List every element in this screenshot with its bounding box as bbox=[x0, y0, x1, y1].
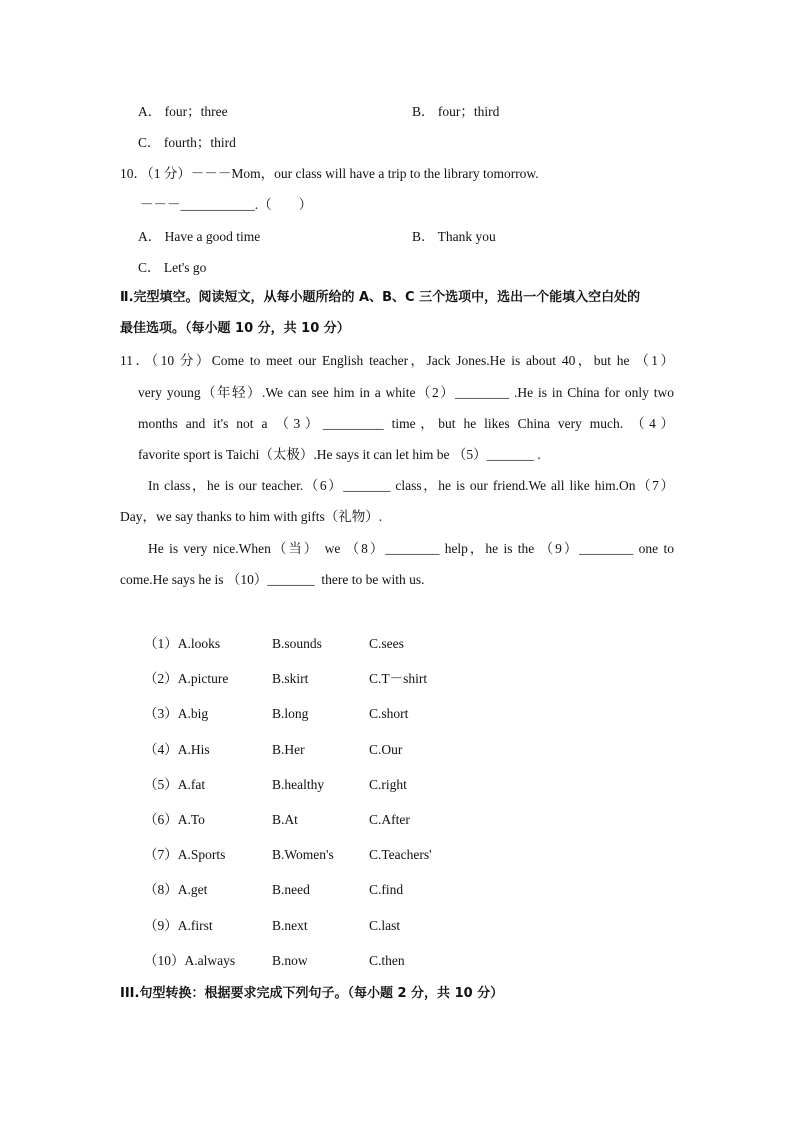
option-c[interactable]: C.T－shirt bbox=[369, 671, 428, 686]
option-c[interactable]: C.last bbox=[369, 918, 401, 933]
q11-passage-line: very young（年轻）.We can see him in a white（2）________ .He is in China for only two bbox=[138, 385, 674, 400]
option-b[interactable]: B.next bbox=[272, 918, 308, 933]
option-c[interactable]: C.Teachers' bbox=[369, 847, 432, 862]
q11-option-row bbox=[0, 775, 794, 795]
q11-option-row bbox=[0, 704, 794, 724]
option-b[interactable]: B.need bbox=[272, 882, 310, 897]
q11-passage-line: come.He says he is （10）_______ there to be with us. bbox=[120, 572, 425, 587]
q11-option-row bbox=[0, 845, 794, 865]
q9-option-b[interactable]: B． four；third bbox=[412, 104, 500, 119]
q11-passage-line: He is very nice.When（当） we （8）________ help，he is the （9）________ one to bbox=[148, 541, 674, 556]
q11-option-row bbox=[0, 951, 794, 971]
option-b[interactable]: B.Women's bbox=[272, 847, 334, 862]
q11-option-row bbox=[0, 634, 794, 654]
q11-passage-line: favorite sport is Taichi（太极）.He says it can let him be （5）_______ . bbox=[138, 447, 541, 462]
q9-option-c[interactable]: C． fourth；third bbox=[138, 135, 236, 150]
option-c[interactable]: C.After bbox=[369, 812, 410, 827]
option-c[interactable]: C.sees bbox=[369, 636, 404, 651]
q10-option-a[interactable]: A． Have a good time bbox=[138, 229, 261, 244]
option-b[interactable]: B.Her bbox=[272, 742, 305, 757]
option-a[interactable]: （6）A.To bbox=[144, 812, 205, 827]
q10-option-c[interactable]: C． Let's go bbox=[138, 260, 207, 275]
option-b[interactable]: B.At bbox=[272, 812, 298, 827]
option-b[interactable]: B.sounds bbox=[272, 636, 322, 651]
q11-option-row bbox=[0, 669, 794, 689]
option-a[interactable]: （7）A.Sports bbox=[144, 847, 226, 862]
option-a[interactable]: （8）A.get bbox=[144, 882, 208, 897]
section2-heading-line2: 最佳选项。（每小题 10 分，共 10 分） bbox=[120, 321, 350, 336]
q10-option-b[interactable]: B． Thank you bbox=[412, 229, 496, 244]
q11-option-row bbox=[0, 810, 794, 830]
q11-passage-line: In class，he is our teacher.（6）_______ class，he is our friend.We all like him.On（7） bbox=[148, 478, 674, 493]
q11-passage-line: Day，we say thanks to him with gifts（礼物）. bbox=[120, 509, 383, 524]
option-b[interactable]: B.long bbox=[272, 706, 309, 721]
q11-passage-line: months and it's not a （3）_________ time，but he likes China very much. （4） bbox=[138, 416, 674, 431]
option-a[interactable]: （1）A.looks bbox=[144, 636, 221, 651]
q11-option-row bbox=[0, 916, 794, 936]
option-c[interactable]: C.then bbox=[369, 953, 405, 968]
q10-stem: 10．（1 分）－－－Mom，our class will have a trip to the library tomorrow. bbox=[120, 166, 539, 181]
q11-option-row bbox=[0, 740, 794, 760]
section3-heading: III.句型转换：根据要求完成下列句子。（每小题 2 分，共 10 分） bbox=[120, 986, 504, 1001]
option-a[interactable]: （9）A.first bbox=[144, 918, 213, 933]
option-a[interactable]: （3）A.big bbox=[144, 706, 209, 721]
q9-option-a[interactable]: A． four；three bbox=[138, 104, 228, 119]
q11-passage-line: 11．（10 分）Come to meet our English teacher，Jack Jones.He is about 40，but he （1） bbox=[120, 353, 674, 368]
option-b[interactable]: B.skirt bbox=[272, 671, 309, 686]
option-c[interactable]: C.right bbox=[369, 777, 407, 792]
option-a[interactable]: （2）A.picture bbox=[144, 671, 229, 686]
option-b[interactable]: B.healthy bbox=[272, 777, 325, 792]
q10-answer-blank: －－－___________.（ ） bbox=[140, 197, 313, 212]
option-a[interactable]: （4）A.His bbox=[144, 742, 210, 757]
option-c[interactable]: C.Our bbox=[369, 742, 403, 757]
option-a[interactable]: （10）A.always bbox=[144, 953, 236, 968]
option-b[interactable]: B.now bbox=[272, 953, 308, 968]
option-c[interactable]: C.short bbox=[369, 706, 409, 721]
option-c[interactable]: C.find bbox=[369, 882, 404, 897]
section2-heading-line1: Ⅱ.完型填空。阅读短文，从每小题所给的 A、B、C 三个选项中，选出一个能填入空白处的 bbox=[120, 290, 641, 305]
q11-option-row bbox=[0, 880, 794, 900]
option-a[interactable]: （5）A.fat bbox=[144, 777, 206, 792]
